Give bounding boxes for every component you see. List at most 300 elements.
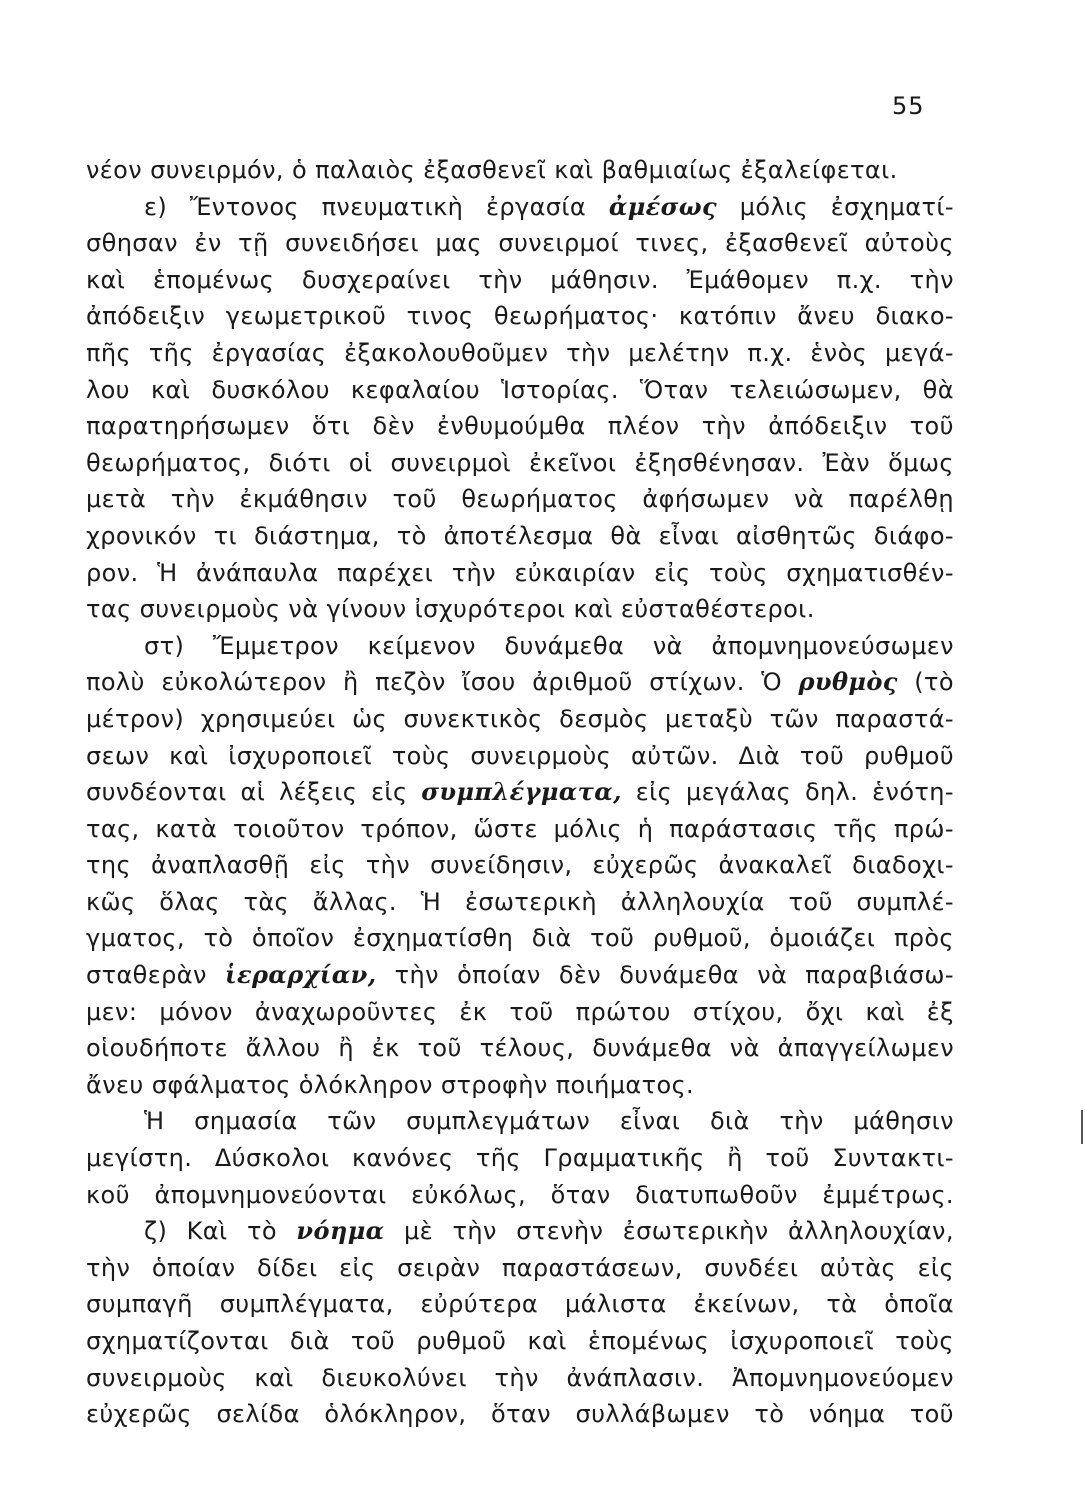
scan-edge-mark [1081,1110,1083,1144]
word: παρέχει [336,558,434,587]
word: εἰς [917,1253,954,1282]
word: πνευματικὴ [321,192,464,221]
word: τὴν [779,1107,824,1136]
word: στενὴν [516,1217,604,1246]
word: ἀνακαλεῖ [718,851,833,880]
word: τοῦ [590,924,635,953]
word: πεζὸν [375,668,446,697]
word: σελίδα [216,1400,300,1429]
word: γεωμετρικοῦ [225,302,387,331]
word: συλλάβωμεν [575,1400,730,1429]
word: τοῦ [909,412,954,441]
word: διάφο- [873,521,954,550]
word: ὄχι [805,997,844,1026]
word: ὁλόκληρον, [324,1400,467,1429]
text-line [86,884,954,921]
word: ἀπομνημονεύσωμεν [711,631,954,660]
word: διατυπωθοῦν [635,1180,798,1209]
word: τὴν [170,485,215,514]
word: αἱ [240,778,266,807]
word: εὐχερῶς [86,1400,192,1429]
word: τὴν [478,265,523,294]
word: εἰς [371,778,408,807]
word: τοιοῦτον [233,814,345,843]
text-line [86,1177,954,1214]
word: ὅμως [888,448,954,477]
word: τὴν [452,1217,497,1246]
word: χρησιμεύει [200,704,336,733]
word: συνδέονται [86,778,227,807]
word: ποιήματος. [555,1070,695,1099]
word: τοὺς [709,558,768,587]
word: ὁποίαν [457,961,541,990]
text-line [86,664,954,701]
word: αἰσθητῶς [735,521,857,550]
word: Γραμματικῆς [543,1144,705,1173]
word: τοῦ [788,887,833,916]
word: τρόπον, [360,814,458,843]
word: ἀνάπαυλα [196,558,319,587]
word: ἀπαγγείλωμεν [777,1034,954,1063]
word: ἢ [727,1144,743,1173]
word: π.χ. [836,265,882,294]
word: ὅταν [550,1180,611,1209]
word: μέτρον) [86,704,185,733]
word: ἀναχωροῦντες [254,997,438,1026]
word: δὲν [372,412,415,441]
word: κείμενον [367,631,476,660]
word: πρώ- [893,814,954,843]
word: διὰ [709,1107,750,1136]
word: αὐτῶν. [630,741,719,770]
word: ἐξασθενεῖ [725,229,849,258]
word: συνειρμοί [498,229,619,258]
word: ζ) [144,1217,168,1246]
word: τὰ [826,1290,858,1319]
word: συνειρμοὶ [390,448,512,477]
word: μεγά- [884,338,954,367]
word: λέξεις [279,778,358,807]
word: τοὺς [895,1327,954,1355]
word: τοὺς [391,741,451,770]
word: βαθμιαίως [601,156,733,184]
body-text [86,152,954,1433]
word: δυσκόλου [211,375,330,404]
word: Ἐμάθομεν [686,265,810,294]
word: δυσχεραίνει [301,265,451,294]
word: μάθησιν. [550,265,659,294]
word: τοῦ [765,1144,810,1173]
word: μόλις [739,192,809,221]
word: ἴσου [462,668,516,697]
word: γματος, [86,924,185,953]
word: ἰσχυροποιεῖ [730,1327,875,1355]
word: συνδέει [704,1253,799,1282]
word: παρέλθῃ [848,485,954,514]
word: ἀφήσωμεν [642,485,770,514]
word: Ὅταν [639,375,709,404]
word: ἐσωτερικὴ [464,887,597,916]
word: μόνον [159,997,233,1026]
word: Καὶ [186,1217,228,1246]
word: ρυθμοῦ [416,1327,507,1355]
word: ἐξαλείφεται. [740,156,898,184]
word: Διὰ [738,741,781,770]
word: τὰς [243,887,290,916]
text-line [86,811,954,848]
word: εἰς [635,778,673,807]
word: αὐτοὺς [864,229,954,258]
word: Ἡ [144,1107,165,1136]
word: εὐχερῶς [592,851,699,880]
word: τοῦ [509,997,554,1026]
word: διάστημα, [253,521,380,550]
word: ἐκ [371,1034,400,1063]
word: στίχου, [692,997,784,1026]
text-line [86,1030,954,1067]
word: νέον [86,156,143,184]
word: μάλιστα [565,1290,667,1319]
word: εὐρύτερα [420,1290,539,1319]
word: ἄλλας. [312,887,397,916]
text-line [86,189,954,226]
emphasized-word: ἱεραρχίαν, [224,960,377,990]
text-line [86,920,954,957]
word: ἑνὸς [810,338,868,367]
word: παράστασις [669,814,818,843]
word: μετὰ [86,485,147,514]
word: Δύσκολοι [214,1144,330,1173]
word: ὅταν [490,1400,551,1429]
word: ἑπομένως [153,265,275,294]
word: διακο- [875,302,954,331]
word: παλαιὸς [315,156,416,184]
word: σημασία [194,1107,298,1136]
word: γίνουν [326,595,407,624]
word: συνειδήσει [285,229,419,258]
word: δεσμὸς [559,704,649,733]
emphasized-word: συμπλέγματα, [421,777,622,807]
word: ε) [144,192,168,221]
word: εὐκολώτερον [161,668,327,697]
word: τέλους, [479,1034,575,1063]
word: κανόνες [352,1144,454,1173]
word: ἄνευ [86,1070,144,1099]
word: ἀπόδειξιν [86,302,206,331]
word: συμπλέ- [856,887,954,916]
word: πρὸς [893,924,954,953]
word: ἢ [338,1034,354,1063]
word: μεταξὺ [664,704,754,733]
word: νὰ [794,485,825,514]
word: τινες, [635,229,709,258]
word: εἰς [339,1253,376,1282]
word: καὶ [554,156,594,184]
word: συνειρμοὺς [470,741,612,770]
word: εἶναι [658,521,720,550]
word: τὸ [396,521,427,550]
word: ἀλληλουχίαν, [788,1217,954,1246]
word: ἐν [194,229,222,258]
word: Ἡ [420,887,442,916]
word: ὅλας [159,887,220,916]
word: τὴν [86,1253,131,1282]
word: τὴν [394,961,439,990]
word: τοῦ [799,741,845,770]
word: τὸ [247,1217,277,1246]
word: καὶ [254,1363,294,1392]
word: σταθερὰν [86,961,207,990]
text-line [86,957,954,994]
word: ἐκεῖνοι [529,448,617,477]
word: ρυθμοῦ, [652,924,751,953]
text-line [86,1286,954,1323]
word: Ἐὰν [822,448,871,477]
word: παραστάσεων, [501,1253,683,1282]
word: τὴν [451,558,496,587]
word: τῆς [475,1144,521,1173]
word: νὰ [757,961,788,990]
word: δυνάμεθα [592,1034,712,1063]
word: θεωρήματος· [493,302,659,331]
word: συμπλεγμάτων [406,1107,591,1136]
emphasized-word: ρυθμὸς [798,667,898,697]
text-line [86,1396,954,1433]
word: Ἔμμετρον [212,631,339,660]
word: τὴν [909,265,954,294]
text-line [86,518,954,555]
word: ἀπόδειξιν [768,412,888,441]
word: εὐκαιρίαν [514,558,636,587]
word: τὴν [494,1363,539,1392]
text-line [86,372,954,409]
word: ἰσχυρότεροι [414,595,566,624]
word: τοῦ [417,1034,462,1063]
word: τας [86,595,132,624]
word: Ἡ [157,558,178,587]
word: δὲν [558,961,602,990]
emphasized-word: ἀμέσως [608,191,718,221]
word: καὶ [573,595,613,624]
word: τὴν [365,851,411,880]
word: ἐσχηματίσθη [352,924,514,953]
word: ἐμμέτρως. [822,1180,954,1209]
emphasized-word: νόημα [296,1216,385,1246]
word: τι [213,521,238,550]
word: ὁποῖον [251,924,335,953]
word: Ἔντονος [189,192,299,221]
word: συμπαγῆ [86,1290,193,1319]
text-line [86,591,954,628]
word: τῇ [238,229,269,258]
word: Ὁ [761,668,783,697]
word: καὶ [527,1327,567,1355]
word: συνειρμόν, [150,156,284,184]
word: σθησαν [86,229,178,258]
word: ἐξασθενεῖ [423,156,547,184]
word: ὅτι [311,412,351,441]
word: συνείδησιν, [430,851,573,880]
word: θὰ [610,521,642,550]
word: διαδοχι- [852,851,954,880]
word: διὰ [531,924,572,953]
word: σχηματισθέν- [786,558,954,587]
word: κατὰ [155,814,218,843]
word: εὐσταθέστεροι. [620,595,815,624]
word: τελειώσωμεν, [729,375,902,404]
text-line [86,994,954,1031]
word: ἀλληλουχία [620,887,765,916]
word: τὴν [701,412,746,441]
text-line [86,847,954,884]
word: ἀνάπλασιν. [566,1363,705,1392]
word: οἱ [348,448,373,477]
word: διότι [268,448,331,477]
word: κῶς [86,887,136,916]
word: τοῦ [392,485,437,514]
word: μεγίστη. [86,1144,193,1173]
word: ἐξησθένησαν. [634,448,805,477]
word: σχηματίζονται [86,1327,269,1355]
word: τῶν [327,1107,377,1136]
word: καὶ [86,265,126,294]
word: ὁ [291,156,308,184]
word: τας, [86,814,140,843]
word: ἰσχυροποιεῖ [228,741,372,770]
word: σειρὰν [397,1253,481,1282]
word: εἰς [654,558,691,587]
text-line [86,701,954,738]
word: νὰ [729,1034,760,1063]
word: ἄλλου [245,1034,321,1063]
word: τὸ [203,924,234,953]
word: στροφὴν [440,1070,548,1099]
word: παραβιάσω- [805,961,954,990]
word: ὁποῖα [884,1290,954,1319]
word: συνειρμοὺς [86,1363,227,1392]
text-line [86,481,954,518]
text-line [86,1067,954,1104]
word: ὁμοιάζει [769,924,876,953]
word: θεωρήματος, [86,448,251,477]
word: Ἱστορίας. [501,375,619,404]
word: πολὺ [86,668,145,697]
word: μελέτην [628,338,730,367]
word: ἄνευ [797,302,855,331]
word: της [86,851,131,880]
word: ἑπομένως [587,1327,710,1355]
word: πρώτου [575,997,671,1026]
word: ἐξακολουθοῦμεν [344,338,549,367]
word: ἡ [637,814,654,843]
word: εἶναι [619,1107,681,1136]
word: στίχων. [649,668,745,697]
word: πλέον [607,412,680,441]
word: δηλ. [804,778,859,807]
word: κεφαλαίου [350,375,481,404]
text-line [86,1323,954,1360]
word: ἐκ [459,997,488,1026]
word: ρον. [86,558,139,587]
text-line [86,262,954,299]
word: Ἀπομνημονεύομεν [732,1363,954,1392]
word: τοῦ [350,1327,396,1355]
word: τὴν [566,338,611,367]
word: συνεκτικὸς [403,704,543,733]
word: συμπλέγματα, [219,1290,394,1319]
text-line [86,738,954,775]
word: δυνάμεθα [504,631,625,660]
word: θεωρήματος [461,485,618,514]
word: ἐκμάθησιν [239,485,368,514]
word: διὰ [289,1327,330,1355]
word: ἐκείνων, [693,1290,800,1319]
word: οἱουδήποτε [86,1034,228,1063]
word: μάθησιν [853,1107,954,1136]
text-line [86,408,954,445]
word: ὁποίαν [151,1253,236,1282]
word: ὥστε [473,814,538,843]
word: ἐσωτερικὴν [622,1217,769,1246]
word: ἐξ [926,997,954,1026]
text-line [86,1360,954,1397]
word: αὐτὰς [819,1253,896,1282]
word: διευκολύνει [321,1363,467,1392]
text-line [86,298,954,335]
page-number: 55 [892,92,925,120]
word: εἰς [309,851,346,880]
word: π.χ. [747,338,793,367]
text-line [86,1140,954,1177]
word: συνειρμοὺς [139,595,281,624]
word: θὰ [922,375,954,404]
word: παραστά- [835,704,954,733]
word: νὰ [652,631,683,660]
word: ἐνθυμούμθα [436,412,586,441]
text-line [86,335,954,372]
word: καὶ [865,997,905,1026]
word: ὁλόκληρον [298,1070,433,1099]
word: μὲ [404,1217,434,1246]
word: κοῦ [86,1180,130,1209]
word: ρυθμοῦ [863,741,954,770]
text-line [86,1213,954,1250]
text-line [86,152,954,189]
word: σεων [86,741,150,770]
word: τῶν [769,704,819,733]
text-line [86,445,954,482]
word: (τὸ [914,668,954,697]
word: τῆς [833,814,879,843]
word: εὐκόλως, [411,1180,526,1209]
word: πῆς [86,338,131,367]
word: μόλις [553,814,622,843]
word: στ) [144,631,185,660]
text-line [86,225,954,262]
text-line [86,774,954,811]
word: ὡς [352,704,388,733]
word: μας [435,229,482,258]
word: λου [86,375,130,404]
text-line [86,628,954,665]
word: νὰ [288,595,319,624]
word: Συντακτι- [832,1144,954,1173]
text-line [86,1250,954,1287]
word: δυνάμεθα [619,961,740,990]
word: χρονικόν [86,521,197,550]
word: ἀποτέλεσμα [443,521,594,550]
word: δίδει [256,1253,318,1282]
